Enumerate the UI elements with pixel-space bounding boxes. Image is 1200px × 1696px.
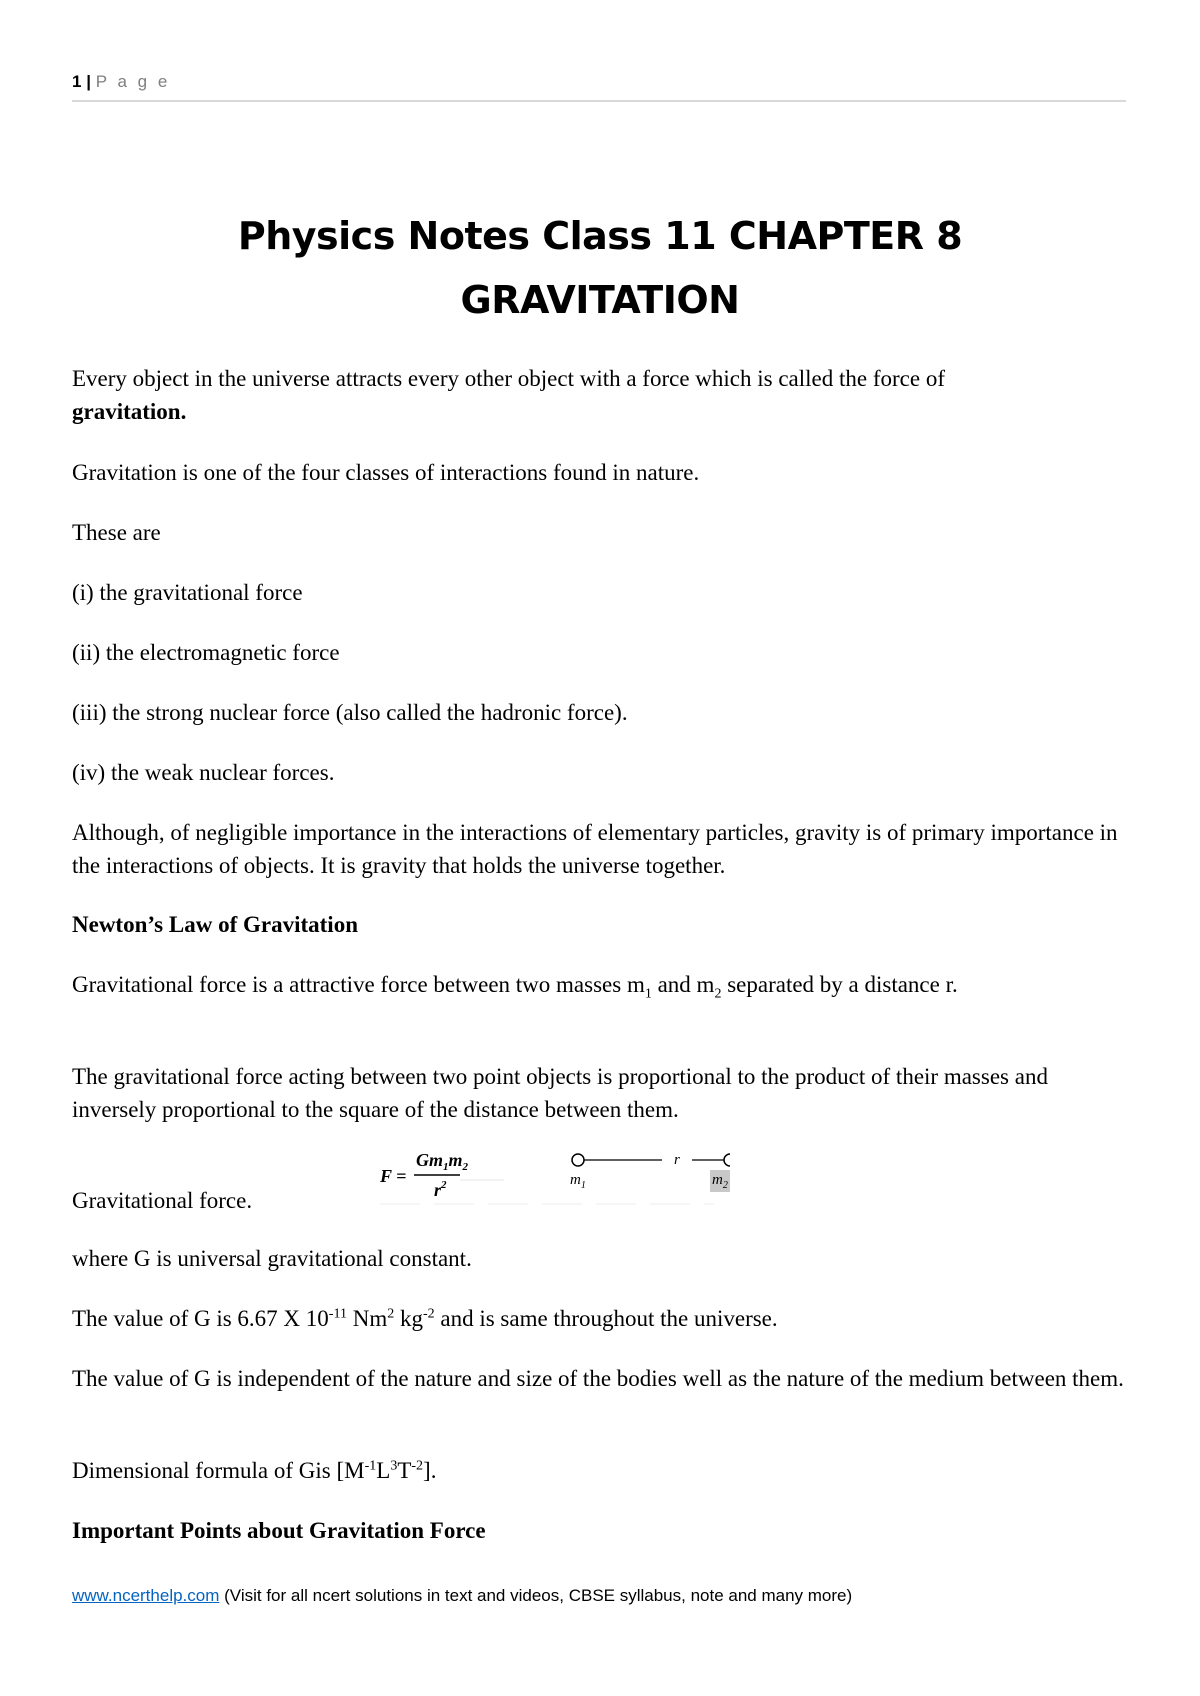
formula-row [72, 1146, 1132, 1226]
subscript-2: 2 [714, 986, 722, 1002]
exponent-3: -2 [422, 1306, 435, 1322]
formula-label: Gravitational force. [72, 1188, 253, 1213]
dim-text-c: T [397, 1458, 412, 1483]
list-item: (iii) the strong nuclear force (also called the hadronic force). [72, 700, 628, 725]
dim-exponent-1: -1 [364, 1458, 377, 1474]
grav-force-text-c: separated by a distance r. [721, 972, 958, 997]
important-heading: Important Points about Gravitation Force [72, 1518, 486, 1543]
mass-1-label: $m_1$ [570, 1172, 586, 1191]
document-title: Physics Notes Class 11 CHAPTER 8 [237, 214, 963, 258]
chapter-title: GRAVITATION [460, 278, 740, 322]
where-g-paragraph: where G is universal gravitational constant. [72, 1246, 472, 1271]
newton-heading: Newton’s Law of Gravitation [72, 912, 358, 937]
proportional-paragraph: The gravitational force acting between two point objects is proportional to the product of their masses and inversely proportional to the square of the distance between them. [72, 1064, 1048, 1122]
dim-text-d: ]. [423, 1458, 437, 1483]
page-footer [72, 1586, 852, 1606]
formula-figure [294, 1146, 730, 1208]
grav-force-text-a: Gravitational force is a attractive force between two masses m [72, 972, 645, 997]
value-of-g-paragraph [72, 1302, 1132, 1335]
dim-exponent-3: -2 [411, 1458, 424, 1474]
mass-1-circle [572, 1154, 584, 1166]
grav-force-paragraph [72, 968, 1132, 1001]
formula-numerator: $Gm_1m_2$ [416, 1150, 469, 1173]
mass-2-circle [724, 1154, 730, 1166]
grav-force-text-b: and m [651, 972, 715, 997]
dim-exponent-2: 3 [390, 1458, 398, 1474]
exponent-1: -11 [328, 1306, 347, 1322]
subscript-1: 1 [644, 986, 652, 1002]
independent-paragraph: The value of G is independent of the nature and size of the bodies well as the nature of the medium between them. [72, 1366, 1124, 1391]
footer-link[interactable]: www.ncerthelp.com [72, 1586, 220, 1605]
page-separator: | [86, 72, 91, 91]
formula-denominator: $r^2$ [434, 1179, 447, 1200]
page-number: 1 [72, 72, 82, 91]
intro-bold-term: gravitation. [72, 399, 187, 424]
dim-text-a: Dimensional formula of Gis [M [72, 1458, 365, 1483]
value-text-d: and is same throughout the universe. [434, 1306, 778, 1331]
page-header [72, 72, 1126, 102]
formula-lhs: F = [380, 1166, 407, 1186]
exponent-2: 2 [387, 1306, 395, 1322]
page-word: P a g e [95, 72, 171, 91]
value-text-b: Nm [346, 1306, 388, 1331]
intro-text: Every object in the universe attracts every other object with a force which is called the force of [72, 366, 945, 391]
list-item: (iv) the weak nuclear forces. [72, 760, 335, 785]
intro-paragraph [72, 362, 1132, 428]
list-item: (i) the gravitational force [72, 580, 303, 605]
dim-text-b: L [376, 1458, 391, 1483]
footer-note: (Visit for all ncert solutions in text and videos, CBSE syllabus, note and many more) [224, 1586, 853, 1605]
mass-2-label: $m_2$ [712, 1172, 728, 1191]
value-text-c: kg [394, 1306, 423, 1331]
value-text-a: The value of G is 6.67 X 10 [72, 1306, 329, 1331]
distance-label: r [674, 1152, 680, 1168]
although-paragraph: Although, of negligible importance in the interactions of elementary particles, gravity is of primary importance in the interactions of objects. It is gravity that holds the universe together. [72, 820, 1118, 878]
these-are-paragraph: These are [72, 520, 161, 545]
classes-paragraph: Gravitation is one of the four classes of interactions found in nature. [72, 460, 700, 485]
dimensional-paragraph [72, 1454, 1132, 1487]
list-item: (ii) the electromagnetic force [72, 640, 340, 665]
